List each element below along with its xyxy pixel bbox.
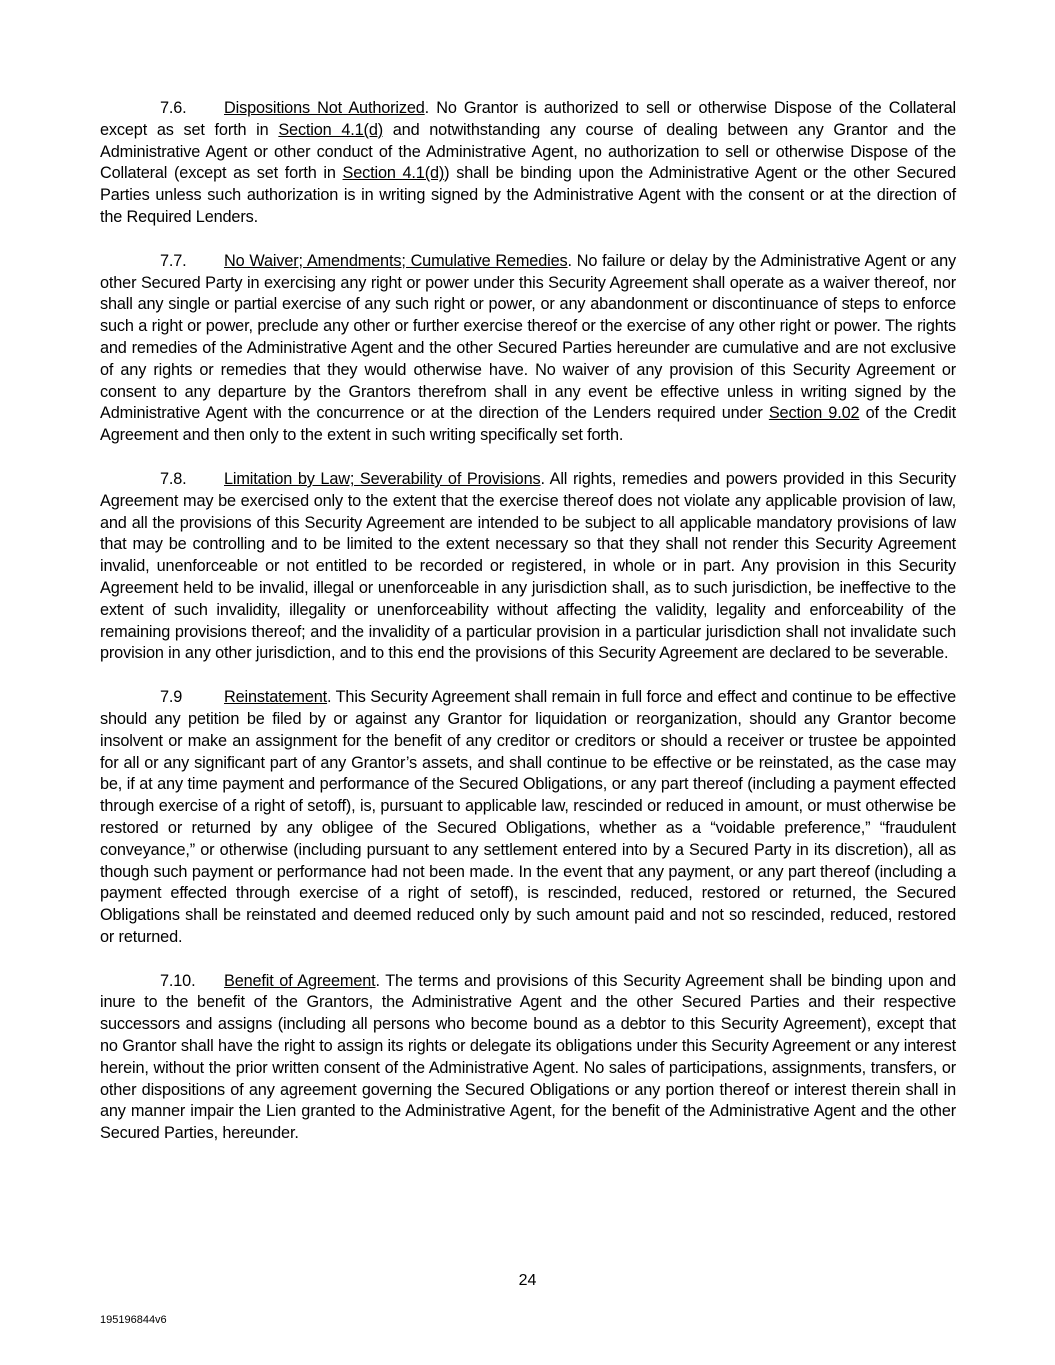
document-body [100,98,956,1167]
section-heading: Dispositions Not Authorized [224,99,425,117]
section-7-6 [100,98,956,229]
document-id: 195196844v6 [100,1314,167,1326]
section-heading: No Waiver; Amendments; Cumulative Remedies [224,251,568,270]
section-text: . This Security Agreement shall remain in full force and effect and continue to be effective should any petition be filed by or against any Grantor for liquidation or reorganization, should any Grantor become insolvent or make an assignment for the benefit of any creditor or creditors or should a receiver or trustee be appointed for all or any significant part of any Grantor’s assets, and shall continue to be effective or be reinstated, as the case may be, if at any time payment and performance of the Secured Obligations, or any part thereof (including a payment effected through exercise of a right of setoff), is, pursuant to applicable law, rescinded or reduced in amount, or must otherwise be restored or returned by any obligee of the Secured Obligations, whether as a “voidable preference,” “fraudulent conveyance,” or otherwise (including pursuant to any settlement entered into by a Secured Party in its discretion), all as though such payment or performance had not been made. In the event that any payment, or any part thereof (including a payment effected through exercise of a right of setoff), is rescinded, reduced, restored or returned, the Secured Obligations shall be reinstated and deemed reduced only by such amount paid and not so rescinded, reduced, restored or returned. [100,688,956,946]
section-text: . No failure or delay by the Administrative Agent or any other Secured Party in exercising any right or power under this Security Agreement shall operate as a waiver thereof, nor shall any single or partial exercise of any such right or power, or any abandonment or discontinuance of steps to enforce such a right or power, preclude any other or further exercise thereof or the exercise of any other right or power. The rights and remedies of the Administrative Agent and the other Secured Parties hereunder are cumulative and are not exclusive of any rights or remedies that they would otherwise have. No waiver of any provision of this Security Agreement or consent to any departure by the Grantors therefrom shall in any event be effective unless in writing signed by the Administrative Agent with the concurrence or at the direction of the Lenders required under [100,251,956,423]
section-number: 7.6. [160,99,187,117]
section-7-8 [100,469,956,665]
section-reference-link: Section 4.1(d) [342,164,445,183]
section-heading: Benefit of Agreement [224,971,376,990]
section-text: ) shall be binding upon the Administrative Agent or the other Secured Parties unless such authorization is in writing signed by the Administrative Agent with the consent or at the direction of the Required Lenders. [100,164,957,226]
section-number: 7.8. [160,469,187,488]
section-text: . No Grantor is authorized to sell or otherwise Dispose of the Collateral except as set forth in [100,99,957,139]
section-number: 7.7. [160,251,187,270]
section-7-7 [100,251,956,447]
section-number: 7.10. [160,971,196,990]
section-text: . All rights, remedies and powers provided in this Security Agreement may be exercised only to the extent that the exercise thereof does not violate any applicable provision of law, and all the provisions of this Security Agreement are intended to be subject to all applicable mandatory provisions of law that may be controlling and to be limited to the extent necessary so that they shall not render this Security Agreement invalid, unenforceable or not entitled to be recorded or registered, in whole or in part. Any provision in this Security Agreement held to be invalid, illegal or unenforceable in any jurisdiction shall, as to such jurisdiction, be ineffective to the extent of such invalidity, illegality or unenforceability without affecting the validity, legality and enforceability of the remaining provisions thereof; and the invalidity of a particular provision in a particular jurisdiction shall not invalidate such provision in any other jurisdiction, and to this end the provisions of this Security Agreement are declared to be severable. [100,469,956,663]
section-number: 7.9 [160,688,183,707]
section-text: of the Credit Agreement and then only to the extent in such writing specifically set forth. [100,404,956,445]
section-text: and notwithstanding any course of dealing between any Grantor and the Administrative Agent or other conduct of the Administrative Agent, no authorization to sell or otherwise Dispose of the Collateral (except as set forth in [100,120,956,183]
section-reference-link: Section 9.02 [768,404,860,423]
section-reference-link: Section 4.1(d) [278,120,383,139]
page-number: 24 [518,1272,537,1289]
section-text: . The terms and provisions of this Security Agreement shall be binding upon and inure to the benefit of the Grantors, the Administrative Agent and the other Secured Parties and their respective successors and assigns (including all persons who become bound as a debtor to this Security Agreement), except that no Grantor shall have the right to assign its rights or delegate its obligations under this Security Agreement or any interest herein, without the prior written consent of the Administrative Agent. No sales of participations, assignments, transfers, or other dispositions of any agreement governing the Secured Obligations or any portion thereof or interest therein shall in any manner impair the Lien granted to the Administrative Agent, for the benefit of the Administrative Agent and the other Secured Parties, hereunder. [100,971,956,1143]
section-heading: Limitation by Law; Severability of Provisions [224,469,541,488]
section-7-10 [100,971,956,1145]
section-7-9 [100,687,956,949]
section-heading: Reinstatement [224,688,328,707]
